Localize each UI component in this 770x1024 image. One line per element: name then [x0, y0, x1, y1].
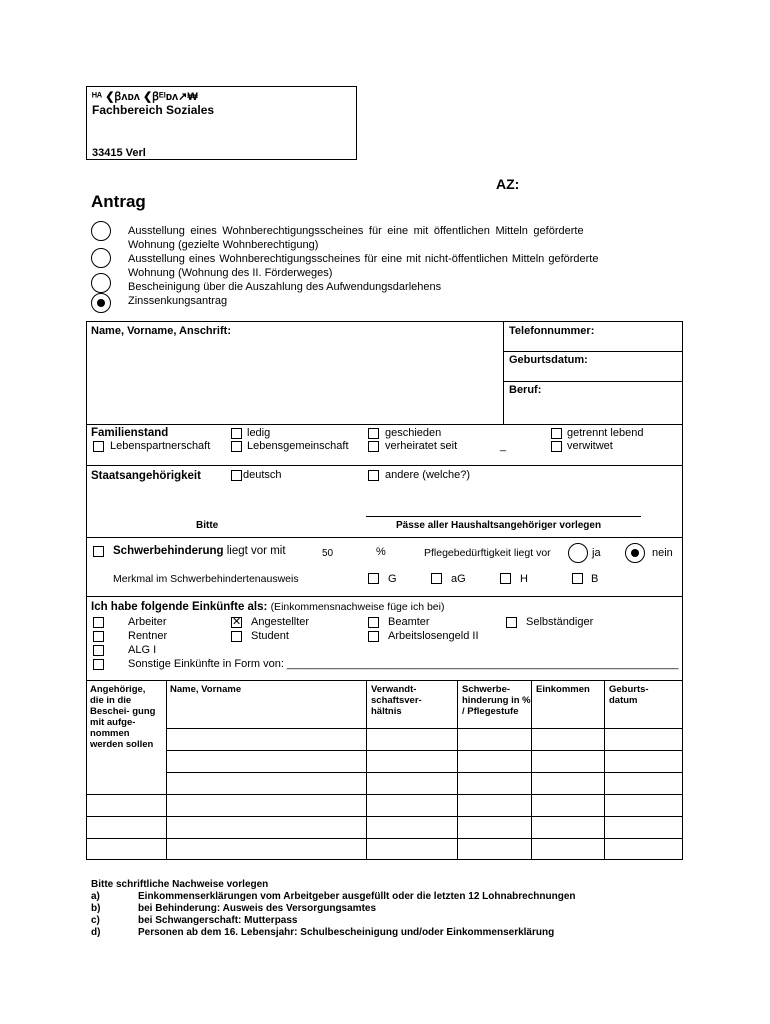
merkmal-ag-label: aG: [451, 573, 466, 585]
checkbox-merkmal-h[interactable]: [500, 573, 511, 584]
option-darlehen-label: Bescheinigung über die Auszahlung des Aufwendungsdarlehens: [128, 281, 442, 293]
table-column-divider: [166, 680, 167, 860]
alg1-label: ALG I: [128, 644, 157, 656]
table-row[interactable]: [86, 816, 683, 817]
option-wbs-private-label: Ausstellung eines Wohnberechtigungsscheines für eine mit nicht-öffentlichen Mitteln geförderte: [128, 253, 599, 265]
address-line-2: Fachbereich Soziales: [92, 103, 215, 117]
sonstige-label[interactable]: Sonstige Einkünfte in Form von: ________________________________________________________________: [128, 658, 679, 670]
footer-item-key: d): [91, 927, 101, 938]
pflege-label: Pflegebedürftigkeit liegt vor: [424, 547, 551, 559]
radio-darlehen[interactable]: [91, 273, 111, 293]
radio-pflege-nein[interactable]: [625, 543, 645, 563]
name-label: Name, Vorname, Anschrift:: [91, 325, 231, 337]
angestellter-label: Angestellter: [251, 616, 310, 628]
radio-pflege-ja[interactable]: [568, 543, 588, 563]
option-wbs-private-label-2: Wohnung (Wohnung des II. Förderweges): [128, 267, 333, 279]
family-heading: Familienstand: [91, 427, 169, 439]
geschieden-label: geschieden: [385, 427, 442, 439]
percent-label: %: [376, 546, 386, 558]
footer-item-text: Personen ab dem 16. Lebensjahr: Schulbescheinigung und/oder Einkommenserklärung: [138, 927, 555, 938]
divider: [503, 351, 683, 352]
birth-label: Geburtsdatum:: [509, 354, 588, 366]
checkbox-schwerbehinderung[interactable]: [93, 546, 104, 557]
verheiratet-label: verheiratet seit: [385, 440, 458, 452]
pflege-nein-label: nein: [652, 547, 673, 559]
checkbox-getrennt[interactable]: [551, 428, 562, 439]
table-row[interactable]: [166, 772, 683, 773]
deutsch-label: deutsch: [243, 469, 282, 481]
checkbox-rentner[interactable]: [93, 631, 104, 642]
footer-item-key: a): [91, 891, 100, 902]
checkbox-deutsch[interactable]: [231, 470, 242, 481]
footer-item-key: b): [91, 903, 101, 914]
schwerbehinderung-value[interactable]: 50: [322, 548, 334, 559]
checkbox-lebenspartnerschaft[interactable]: [93, 441, 104, 452]
divider: [86, 680, 683, 681]
passe-label: Pässe aller Haushaltsangehöriger vorlegen: [396, 520, 602, 531]
checkbox-merkmal-g[interactable]: [368, 573, 379, 584]
radio-wbs-private[interactable]: [91, 248, 111, 268]
page-title: Antrag: [91, 192, 146, 211]
checkbox-selbstaendiger[interactable]: [506, 617, 517, 628]
table-row[interactable]: [166, 750, 683, 751]
table-row-header: Angehörige, die in die Beschei- gung mit aufge- nommen werden sollen: [90, 684, 156, 750]
divider: [86, 465, 683, 466]
address-line-3: 33415 Verl: [92, 147, 146, 159]
schwerbehinderung-label: Schwerbehinderung liegt vor mit: [113, 545, 286, 557]
radio-wbs-public[interactable]: [91, 221, 111, 241]
verheiratet-value[interactable]: _: [500, 440, 507, 452]
checkbox-andere[interactable]: [368, 470, 379, 481]
checkbox-beamter[interactable]: [368, 617, 379, 628]
rentner-label: Rentner: [128, 630, 168, 642]
checkbox-merkmal-ag[interactable]: [431, 573, 442, 584]
divider: [503, 381, 683, 382]
merkmal-b-label: B: [591, 573, 599, 585]
checkbox-arbeiter[interactable]: [93, 617, 104, 628]
andere-label: andere (welche?): [385, 469, 470, 481]
footer-heading: Bitte schriftliche Nachweise vorlegen: [91, 879, 269, 890]
arbeiter-label: Arbeiter: [128, 616, 167, 628]
verwitwet-label: verwitwet: [567, 440, 613, 452]
selbstaendiger-label: Selbständiger: [526, 616, 594, 628]
checkbox-alg1[interactable]: [93, 645, 104, 656]
checkbox-verheiratet[interactable]: [368, 441, 379, 452]
table-header-relation: Verwandt- schaftsver- hältnis: [371, 684, 422, 717]
table-header-name: Name, Vorname: [170, 684, 242, 695]
table-row[interactable]: [86, 794, 683, 795]
address-line-1: ᴴᴬ ❮ꞵᴧᴅᴧ ❮ꞵᴱᴵᴅᴧ↗₩: [92, 91, 198, 103]
option-zinssenkung-label: Zinssenkungsantrag: [128, 295, 228, 307]
checkbox-alg2[interactable]: [368, 631, 379, 642]
lebenspartnerschaft-label: Lebenspartnerschaft: [110, 440, 211, 452]
option-wbs-public-label-2: Wohnung (gezielte Wohnberechtigung): [128, 239, 319, 251]
form-frame: [86, 321, 683, 860]
merkmal-g-label: G: [388, 573, 397, 585]
option-wbs-public-label: Ausstellung eines Wohnberechtigungsscheines für eine mit öffentlichen Mitteln geförderte: [128, 225, 584, 237]
student-label: Student: [251, 630, 289, 642]
lebensgemeinschaft-label: Lebensgemeinschaft: [247, 440, 349, 452]
checkbox-geschieden[interactable]: [368, 428, 379, 439]
pflege-ja-label: ja: [592, 547, 601, 559]
footer-item-text: bei Schwangerschaft: Mutterpass: [138, 915, 298, 926]
table-column-divider: [457, 680, 458, 860]
table-row[interactable]: [86, 838, 683, 839]
az-label: AZ:: [496, 176, 520, 192]
footer-item-text: bei Behinderung: Ausweis des Versorgungsamtes: [138, 903, 377, 914]
getrennt-label: getrennt lebend: [567, 427, 644, 439]
merkmal-h-label: H: [520, 573, 528, 585]
checkbox-angestellter[interactable]: ✕: [232, 616, 242, 628]
divider: [86, 537, 683, 538]
checkbox-student[interactable]: [231, 631, 242, 642]
table-header-income: Einkommen: [536, 684, 590, 695]
table-row[interactable]: [166, 728, 683, 729]
table-header-birthdate: Geburts- datum: [609, 684, 649, 706]
checkbox-ledig[interactable]: [231, 428, 242, 439]
alg2-label: Arbeitslosengeld II: [388, 630, 479, 642]
beamter-label: Beamter: [388, 616, 430, 628]
table-column-divider: [366, 680, 367, 860]
nationality-heading: Staatsangehörigkeit: [91, 470, 201, 482]
andere-input-line[interactable]: [366, 516, 641, 517]
income-heading: Ich habe folgende Einkünfte als: (Einkommensnachweise füge ich bei): [91, 601, 445, 613]
table-header-disability: Schwerbe- hinderung in % / Pflegestufe: [462, 684, 531, 717]
checkbox-lebensgemeinschaft[interactable]: [231, 441, 242, 452]
divider: [86, 596, 683, 597]
checkbox-sonstige[interactable]: [93, 659, 104, 670]
merkmal-label: Merkmal im Schwerbehindertenausweis: [113, 573, 299, 585]
footer-item-text: Einkommenserklärungen vom Arbeitgeber ausgefüllt oder die letzten 12 Lohnabrechnungen: [138, 891, 576, 902]
bitte-label: Bitte: [196, 520, 219, 531]
phone-label: Telefonnummer:: [509, 325, 595, 337]
table-column-divider: [604, 680, 605, 860]
checkbox-verwitwet[interactable]: [551, 441, 562, 452]
table-column-divider: [531, 680, 532, 860]
divider: [86, 424, 683, 425]
radio-zinssenkung[interactable]: [91, 293, 111, 313]
checkbox-merkmal-b[interactable]: [572, 573, 583, 584]
footer-item-key: c): [91, 915, 100, 926]
ledig-label: ledig: [247, 427, 271, 439]
divider: [503, 321, 504, 424]
job-label: Beruf:: [509, 384, 542, 396]
